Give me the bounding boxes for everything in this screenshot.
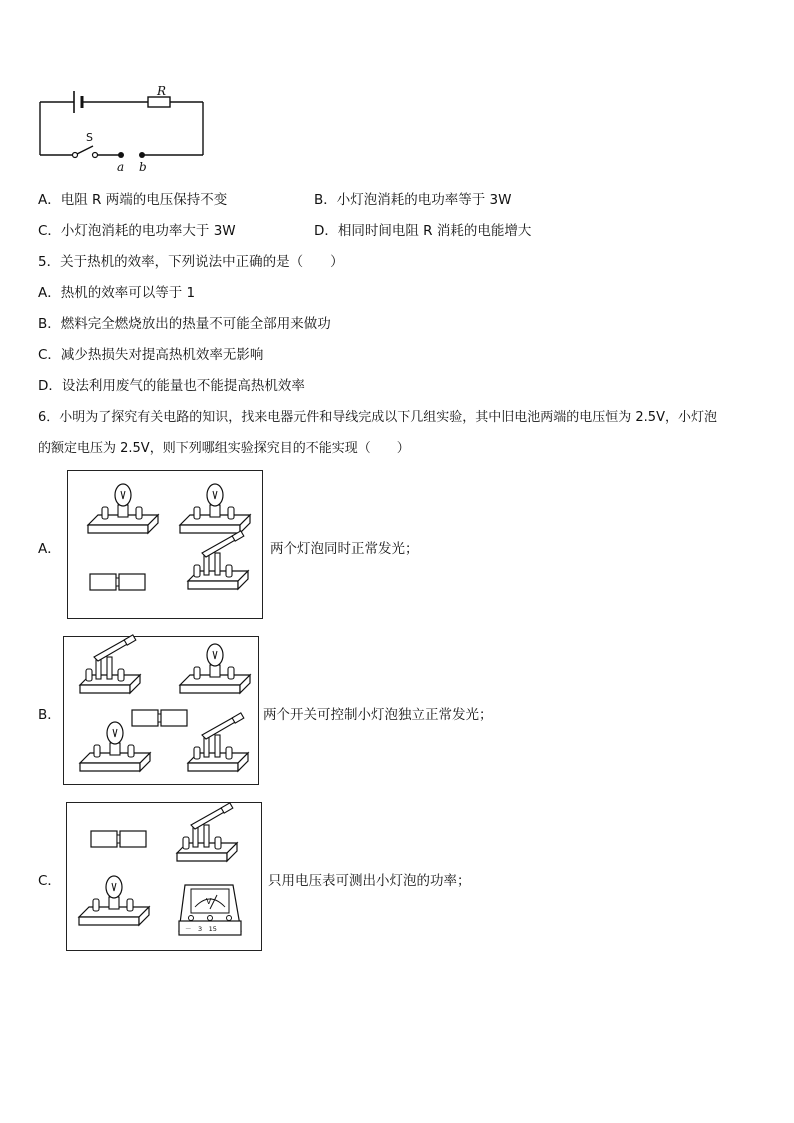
q4-option-b: B．小灯泡消耗的电功率等于 3W [314,192,512,208]
q6-option-c-letter: C． [38,873,61,889]
q5-option-d: D．设法利用废气的能量也不能提高热机效率 [38,378,305,394]
voltmeter-symbol: V [206,897,212,906]
q4-option-d: D．相同时间电阻 R 消耗的电能增大 [314,223,532,239]
resistor-label: R [157,84,167,98]
knife-switch-icon [80,635,140,693]
bulb-on-base-icon [180,484,250,533]
terminal-b [139,152,145,158]
knife-switch-icon [177,803,237,861]
terminal-a-label: a [117,160,125,174]
bulb-on-base-icon [180,644,250,693]
battery-icon [132,710,187,726]
q6-option-c-text: 只用电压表可测出小灯泡的功率； [268,873,471,889]
q6-option-a-figure [67,470,263,619]
q5-option-a: A．热机的效率可以等于 1 [38,285,196,301]
q5-stem: 5．关于热机的效率，下列说法中正确的是（ ） [38,254,344,270]
battery-icon [91,831,146,847]
q6-option-c-figure [66,802,262,951]
q6-option-a-text: 两个灯泡同时正常发光； [270,541,419,557]
switch-lever [77,146,93,154]
q5-option-b: B．燃料完全燃烧放出的热量不可能全部用来做功 [38,316,331,332]
q6-option-b-letter: B． [38,707,61,723]
bulb-on-base-icon [80,722,150,771]
q6-option-b-figure [63,636,259,785]
bulb-on-base-icon [88,484,158,533]
terminal-b-label: b [139,160,147,174]
terminal-a [118,152,124,158]
q6-option-b-text: 两个开关可控制小灯泡独立正常发光； [263,707,493,723]
knife-switch-icon [188,713,248,771]
circuit-diagram [0,0,794,180]
knife-switch-icon [188,531,248,589]
q6-stem-line2: 的额定电压为 2.5V，则下列哪组实验探究目的不能实现（ ） [38,441,410,456]
voltmeter-scale: － 3 15 [185,925,217,933]
switch-contact-left [73,153,78,158]
q4-option-c: C．小灯泡消耗的电功率大于 3W [38,223,236,239]
battery-icon [90,574,145,590]
switch-contact-right [93,153,98,158]
q6-option-a-letter: A． [38,541,61,557]
resistor-symbol [148,97,170,107]
q4-option-a: A．电阻 R 两端的电压保持不变 [38,192,228,208]
q6-stem-line1: 6．小明为了探究有关电路的知识，找来电器元件和导线完成以下几组实验，其中旧电池两端的电压恒为 2.5V，小灯泡 [38,410,717,425]
q5-option-c: C．减少热损失对提高热机效率无影响 [38,347,264,363]
switch-label: S [86,131,93,144]
bulb-on-base-icon [79,876,149,925]
